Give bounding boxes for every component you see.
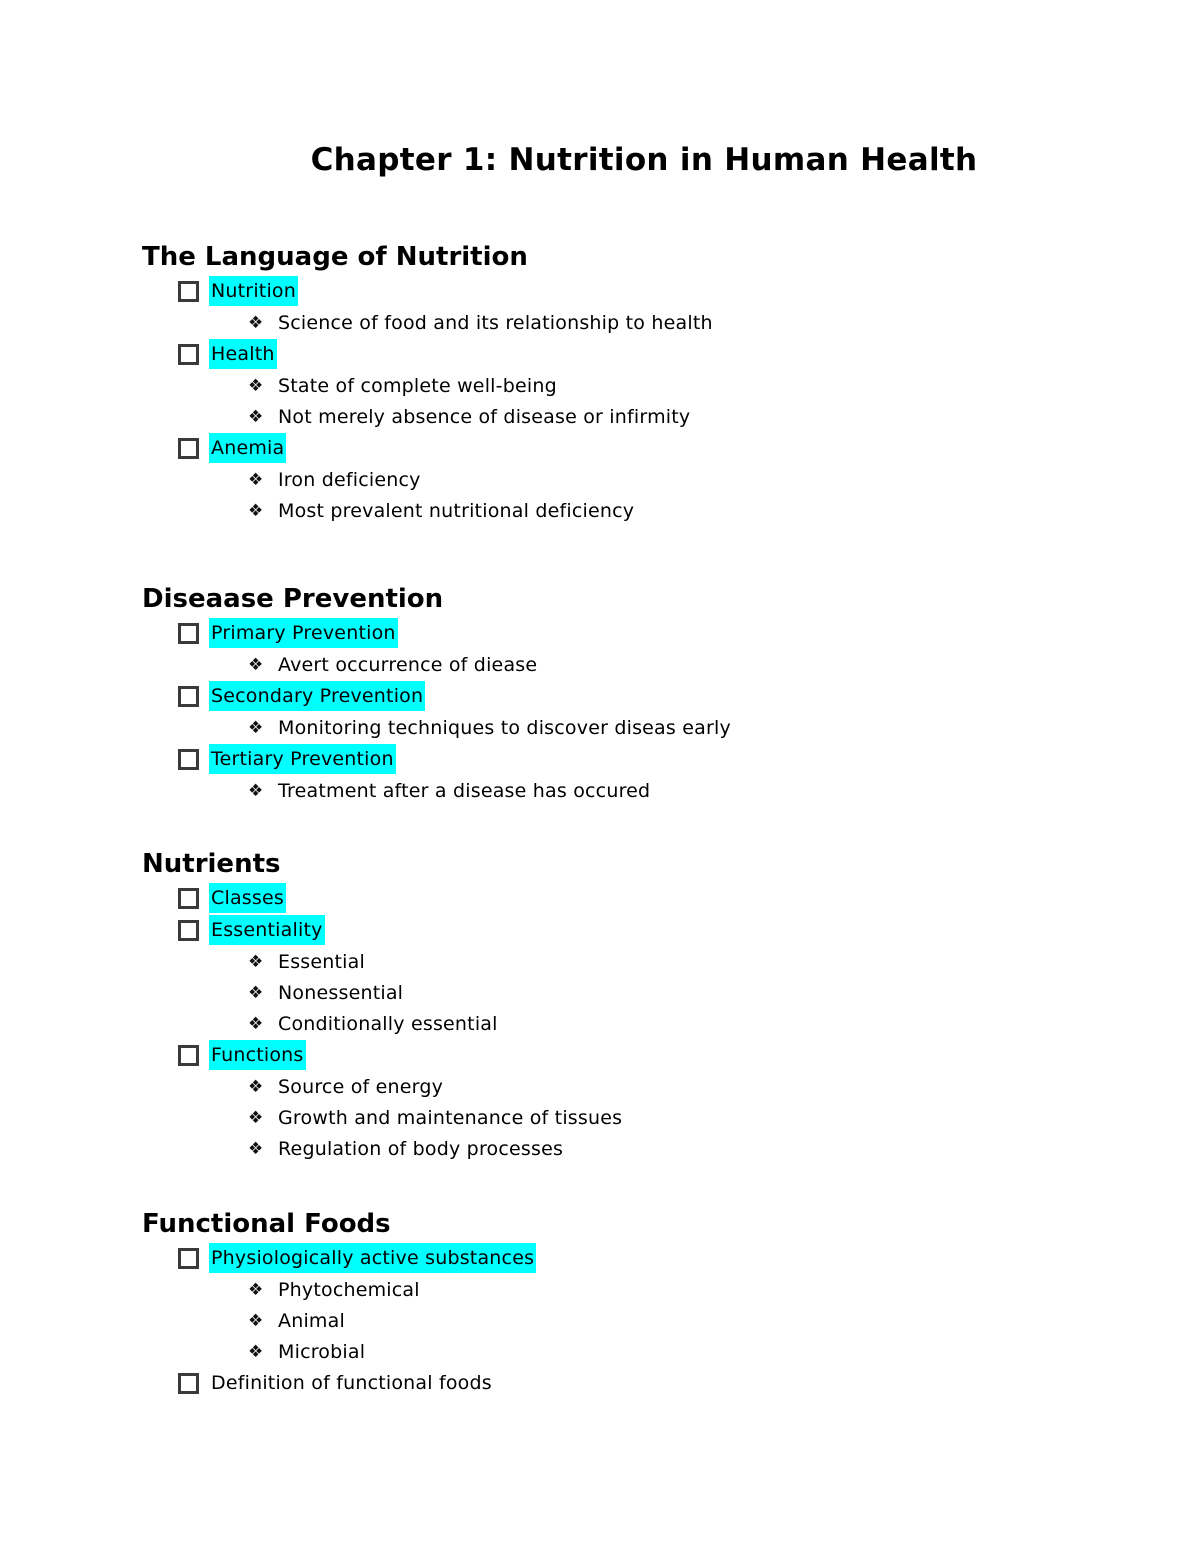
outline-item-label: Secondary Prevention <box>209 681 425 711</box>
sub-list-item <box>142 1102 1142 1133</box>
outline-item-anemia <box>142 432 1142 526</box>
sub-list <box>142 712 1142 743</box>
sub-list-item-label: Nonessential <box>278 981 404 1004</box>
outline-item-definition-of-functional-foods <box>142 1367 1142 1399</box>
sub-list <box>142 775 1142 806</box>
outline-list <box>142 882 1142 1164</box>
sub-list <box>142 464 1142 526</box>
sub-list-item-label: Monitoring techniques to discover diseas early <box>278 716 731 739</box>
outline-item-classes <box>142 882 1142 914</box>
outline-item-row <box>142 680 1142 712</box>
diamond-bullet-icon: ❖ <box>248 375 264 396</box>
sub-list-item <box>142 712 1142 743</box>
outline-item-row <box>142 432 1142 464</box>
outline-item-essentiality <box>142 914 1142 1039</box>
diamond-bullet-icon: ❖ <box>248 780 264 801</box>
diamond-bullet-icon: ❖ <box>248 312 264 333</box>
outline-item-label: Anemia <box>209 433 286 463</box>
checkbox-icon <box>178 281 199 302</box>
outline-item-row <box>142 882 1142 914</box>
outline-item-row <box>142 1242 1142 1274</box>
outline-list <box>142 617 1142 806</box>
checkbox-icon <box>178 1248 199 1269</box>
sub-list-item-label: Microbial <box>278 1340 366 1363</box>
sub-list <box>142 946 1142 1039</box>
sub-list-item <box>142 464 1142 495</box>
diamond-bullet-icon: ❖ <box>248 1279 264 1300</box>
checkbox-icon <box>178 438 199 459</box>
outline-item-label: Classes <box>209 883 286 913</box>
sub-list-item <box>142 1133 1142 1164</box>
outline-item-functions <box>142 1039 1142 1164</box>
section-language-of-nutrition <box>142 239 1142 526</box>
sub-list-item <box>142 1305 1142 1336</box>
outline-item-label: Health <box>209 339 277 369</box>
section-heading: The Language of Nutrition <box>142 242 528 272</box>
sub-list <box>142 649 1142 680</box>
checkbox-icon <box>178 1045 199 1066</box>
diamond-bullet-icon: ❖ <box>248 500 264 521</box>
outline-list <box>142 1242 1142 1399</box>
sub-list-item <box>142 775 1142 806</box>
section-disease-prevention <box>142 581 1142 806</box>
diamond-bullet-icon: ❖ <box>248 717 264 738</box>
sub-list-item-label: Essential <box>278 950 365 973</box>
sub-list-item <box>142 307 1142 338</box>
diamond-bullet-icon: ❖ <box>248 1310 264 1331</box>
outline-item-tertiary-prevention <box>142 743 1142 806</box>
outline-item-nutrition <box>142 275 1142 338</box>
section-functional-foods <box>142 1206 1142 1399</box>
outline-item-health <box>142 338 1142 432</box>
page-title: Chapter 1: Nutrition in Human Health <box>310 142 978 178</box>
outline-item-row <box>142 617 1142 649</box>
sub-list-item <box>142 977 1142 1008</box>
outline-item-secondary-prevention <box>142 680 1142 743</box>
checkbox-icon <box>178 623 199 644</box>
diamond-bullet-icon: ❖ <box>248 1138 264 1159</box>
sub-list <box>142 1071 1142 1164</box>
sub-list-item-label: Avert occurrence of diease <box>278 653 538 676</box>
checkbox-icon <box>178 749 199 770</box>
section-heading: Functional Foods <box>142 1209 391 1239</box>
outline-item-row <box>142 275 1142 307</box>
checkbox-icon <box>178 920 199 941</box>
diamond-bullet-icon: ❖ <box>248 654 264 675</box>
diamond-bullet-icon: ❖ <box>248 1076 264 1097</box>
diamond-bullet-icon: ❖ <box>248 951 264 972</box>
sub-list-item <box>142 1071 1142 1102</box>
outline-item-label: Definition of functional foods <box>211 1372 492 1394</box>
sub-list-item-label: Growth and maintenance of tissues <box>278 1106 623 1129</box>
checkbox-icon <box>178 344 199 365</box>
sub-list-item <box>142 946 1142 977</box>
outline-item-label: Tertiary Prevention <box>209 744 396 774</box>
outline-item-primary-prevention <box>142 617 1142 680</box>
diamond-bullet-icon: ❖ <box>248 1107 264 1128</box>
outline-item-row <box>142 914 1142 946</box>
sub-list <box>142 370 1142 432</box>
sub-list-item <box>142 1274 1142 1305</box>
section-heading: Nutrients <box>142 849 281 879</box>
outline-item-row <box>142 338 1142 370</box>
diamond-bullet-icon: ❖ <box>248 1341 264 1362</box>
outline-item-row <box>142 1039 1142 1071</box>
sub-list <box>142 1274 1142 1367</box>
sub-list-item-label: Most prevalent nutritional deficiency <box>278 499 635 522</box>
sub-list-item <box>142 649 1142 680</box>
sub-list-item-label: Treatment after a disease has occured <box>278 779 651 802</box>
diamond-bullet-icon: ❖ <box>248 1013 264 1034</box>
checkbox-icon <box>178 1373 199 1394</box>
outline-item-row <box>142 1367 1142 1399</box>
sub-list-item <box>142 1008 1142 1039</box>
sub-list-item-label: Regulation of body processes <box>278 1137 564 1160</box>
outline-item-row <box>142 743 1142 775</box>
sub-list <box>142 307 1142 338</box>
sub-list-item-label: Science of food and its relationship to health <box>278 311 713 334</box>
sub-list-item-label: State of complete well-being <box>278 374 557 397</box>
outline-item-label: Nutrition <box>209 276 298 306</box>
outline-item-label: Physiologically active substances <box>209 1243 536 1273</box>
outline-item-physiologically-active-substances <box>142 1242 1142 1367</box>
sub-list-item <box>142 370 1142 401</box>
sub-list-item-label: Not merely absence of disease or infirmity <box>278 405 691 428</box>
section-heading: Diseaase Prevention <box>142 584 444 614</box>
section-nutrients <box>142 846 1142 1164</box>
sub-list-item-label: Phytochemical <box>278 1278 420 1301</box>
sub-list-item-label: Iron deficiency <box>278 468 421 491</box>
sub-list-item <box>142 1336 1142 1367</box>
outline-list <box>142 275 1142 526</box>
sub-list-item <box>142 495 1142 526</box>
checkbox-icon <box>178 888 199 909</box>
sub-list-item-label: Animal <box>278 1309 345 1332</box>
outline-item-label: Primary Prevention <box>209 618 398 648</box>
outline-item-label: Functions <box>209 1040 306 1070</box>
sub-list-item <box>142 401 1142 432</box>
diamond-bullet-icon: ❖ <box>248 982 264 1003</box>
diamond-bullet-icon: ❖ <box>248 469 264 490</box>
diamond-bullet-icon: ❖ <box>248 406 264 427</box>
outline-item-label: Essentiality <box>209 915 325 945</box>
sub-list-item-label: Source of energy <box>278 1075 444 1098</box>
sub-list-item-label: Conditionally essential <box>278 1012 498 1035</box>
checkbox-icon <box>178 686 199 707</box>
